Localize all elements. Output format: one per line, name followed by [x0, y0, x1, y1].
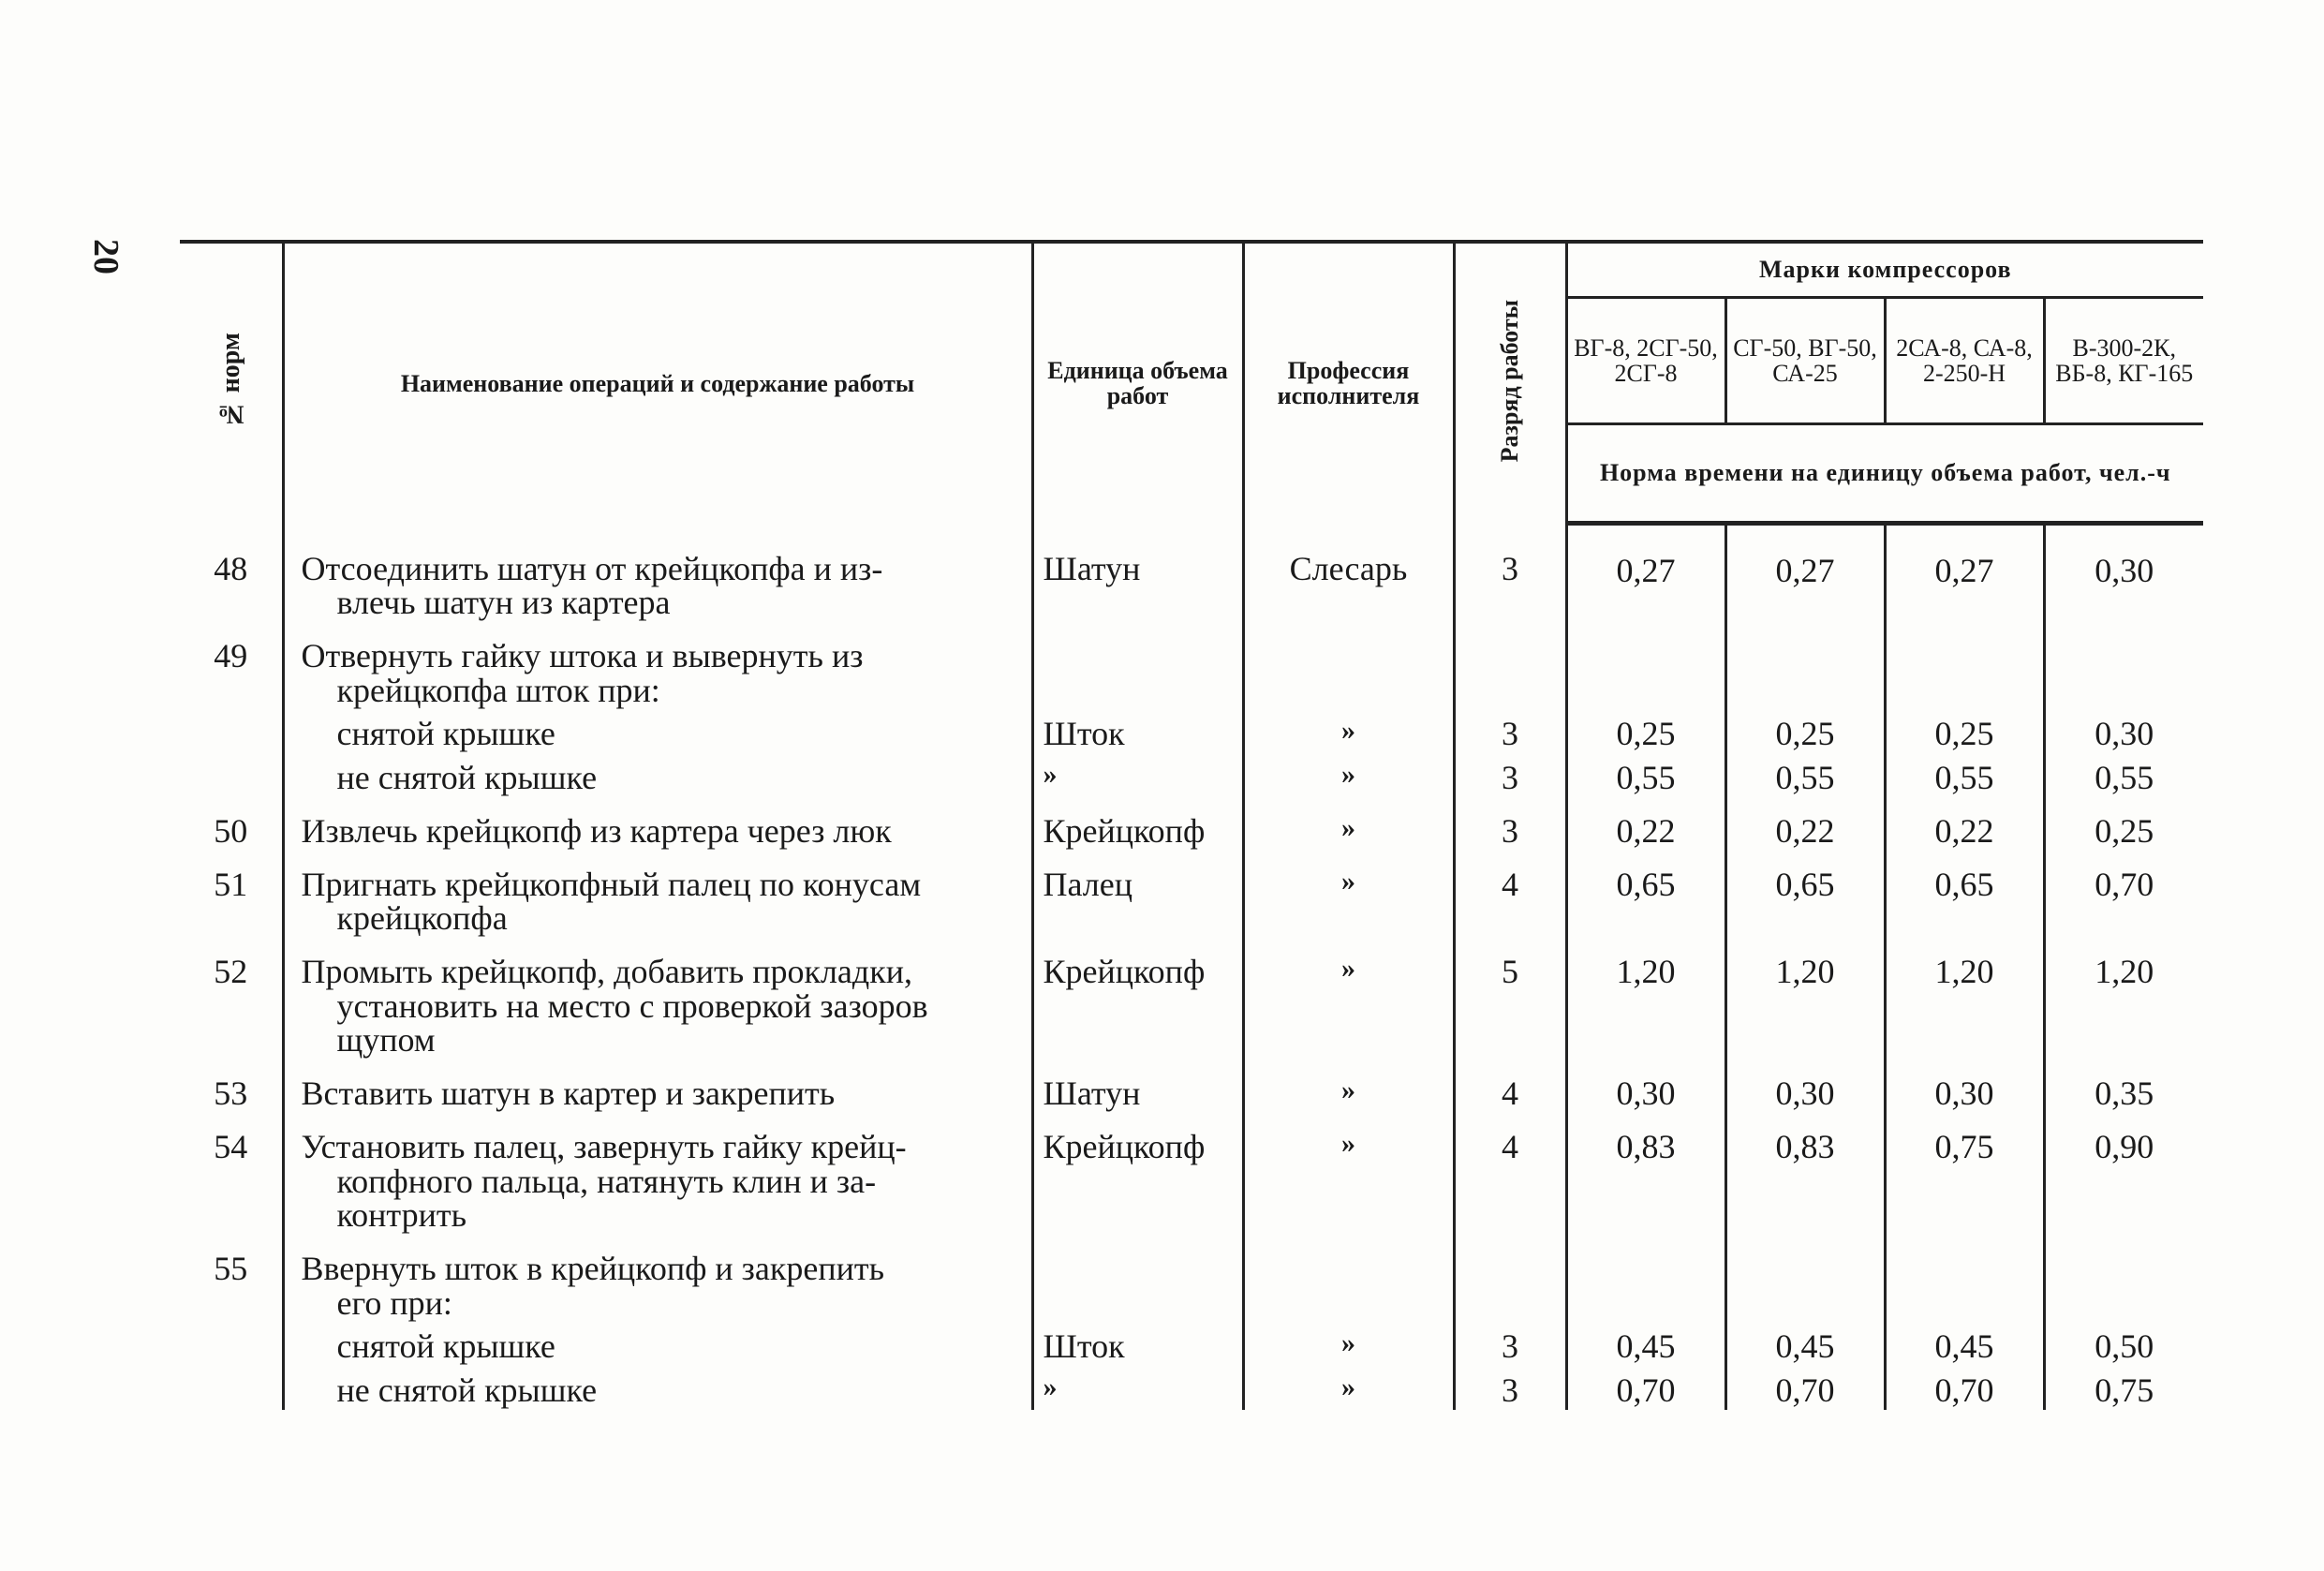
time-norm-value: 0,35 [2044, 1060, 2203, 1113]
row-num: 55 [214, 1250, 248, 1287]
operation-name [283, 1060, 1032, 1113]
profession: » [1243, 1366, 1454, 1410]
work-unit: » [1032, 1366, 1243, 1410]
time-norm-value: 0,45 [1885, 1322, 2044, 1366]
time-norm-value: 0,22 [1885, 797, 2044, 851]
table-row [180, 753, 2203, 797]
time-norm-value: 1,20 [1725, 938, 1885, 1060]
header-brand-4: В-300-2К, ВБ-8, КГ-165 [2044, 298, 2203, 424]
operation-name [283, 797, 1032, 851]
time-norm-value [1566, 622, 1725, 709]
operation-name [283, 1366, 1032, 1410]
operation-line: снятой крышке [336, 715, 555, 753]
profession [1243, 622, 1454, 709]
time-norm-value: 0,30 [2044, 524, 2203, 622]
time-norm-value [1566, 1235, 1725, 1322]
header-unit: Единица объема работ [1032, 242, 1243, 524]
header-brand-2: СГ-50, ВГ-50, СА-25 [1725, 298, 1885, 424]
operation-line: Промыть крейцкопф, добавить прокладки, [301, 952, 912, 990]
time-norm-value: 1,20 [2044, 938, 2203, 1060]
time-norm-value: 0,27 [1885, 524, 2044, 622]
table-row [180, 1113, 2203, 1235]
work-rank: 4 [1454, 1113, 1566, 1235]
work-rank: 4 [1454, 1060, 1566, 1113]
table-body [180, 524, 2203, 1410]
work-rank [1454, 1235, 1566, 1322]
operation-name [283, 524, 1032, 622]
time-norm-value: 0,65 [1566, 851, 1725, 938]
work-rank: 3 [1454, 797, 1566, 851]
operation-name [283, 1322, 1032, 1366]
work-unit: Шатун [1032, 524, 1243, 622]
row-num [180, 1322, 283, 1366]
row-num: 49 [214, 636, 248, 674]
work-unit: Шатун [1032, 1060, 1243, 1113]
time-norm-value: 0,55 [1566, 753, 1725, 797]
time-norm-value [1885, 622, 2044, 709]
work-unit: Шток [1032, 1322, 1243, 1366]
table-row [180, 851, 2203, 938]
time-norm-value: 0,75 [2044, 1366, 2203, 1410]
operation-line: Вставить шатун в картер и закрепить [301, 1075, 836, 1113]
time-norm-value: 0,70 [1885, 1366, 2044, 1410]
time-norm-value: 0,27 [1566, 524, 1725, 622]
row-num: 52 [214, 952, 248, 990]
time-norm-value: 0,30 [1566, 1060, 1725, 1113]
profession: » [1243, 709, 1454, 753]
time-norm-value: 0,30 [1725, 1060, 1885, 1113]
time-norm-value: 0,55 [2044, 753, 2203, 797]
operation-line: установить на место с проверкой зазоров [336, 986, 928, 1025]
work-rank: 3 [1454, 1322, 1566, 1366]
header-brand-3: 2СА-8, СА-8, 2-250-Н [1885, 298, 2044, 424]
table-row [180, 524, 2203, 622]
work-rank: 3 [1454, 753, 1566, 797]
time-norm-value: 0,70 [1566, 1366, 1725, 1410]
time-norm-value: 0,55 [1725, 753, 1885, 797]
operation-name [283, 709, 1032, 753]
work-rank: 3 [1454, 709, 1566, 753]
operation-line: не снятой крышке [336, 759, 598, 797]
row-num: 53 [214, 1075, 248, 1113]
time-norm-value: 0,45 [1725, 1322, 1885, 1366]
operation-line: Отсоединить шатун от крейцкопфа и из- [301, 549, 883, 587]
profession [1243, 1235, 1454, 1322]
operation-line: Отвернуть гайку штока и вывернуть из [301, 636, 864, 674]
work-unit: Шток [1032, 709, 1243, 753]
operation-line: копфного пальца, натянуть клин и за- [336, 1162, 877, 1200]
row-num: 54 [214, 1127, 248, 1165]
work-unit [1032, 1235, 1243, 1322]
operation-name [283, 753, 1032, 797]
time-norm-value: 0,22 [1725, 797, 1885, 851]
time-norm-value [2044, 622, 2203, 709]
operation-line: влечь шатун из картера [336, 584, 671, 622]
operation-line: снятой крышке [336, 1327, 555, 1366]
row-num: 50 [214, 811, 248, 850]
table-header [180, 242, 2203, 524]
operation-name [283, 938, 1032, 1060]
table-row [180, 1060, 2203, 1113]
table-row [180, 1366, 2203, 1410]
time-norm-value: 0,70 [1725, 1366, 1885, 1410]
time-norm-value: 0,83 [1725, 1113, 1885, 1235]
time-norm-value: 0,45 [1566, 1322, 1725, 1366]
row-num [180, 753, 283, 797]
page-number: 20 [86, 239, 126, 274]
time-norm-value: 0,30 [2044, 709, 2203, 753]
operation-line: крейцкопфа шток при: [336, 671, 660, 709]
row-num: 51 [214, 865, 248, 903]
row-num [180, 1366, 283, 1410]
operation-line: Установить палец, завернуть гайку крейц- [301, 1127, 907, 1165]
header-name: Наименование операций и содержание работы [283, 242, 1032, 524]
header-num: № норм [180, 242, 283, 524]
row-num [180, 709, 283, 753]
header-rank: Разряд работы [1454, 242, 1566, 524]
work-unit [1032, 622, 1243, 709]
time-norm-value: 1,20 [1885, 938, 2044, 1060]
profession: » [1243, 797, 1454, 851]
table-row [180, 622, 2203, 709]
time-norm-value: 0,50 [2044, 1322, 2203, 1366]
operation-line: крейцкопфа [336, 899, 508, 938]
time-norm-value: 0,75 [1885, 1113, 2044, 1235]
table-row [180, 709, 2203, 753]
header-norm: Норма времени на единицу объема работ, чел.-ч [1566, 424, 2203, 524]
table-row [180, 1235, 2203, 1322]
operation-line: не снятой крышке [336, 1371, 598, 1410]
table-row [180, 938, 2203, 1060]
time-norm-value: 1,20 [1566, 938, 1725, 1060]
profession: » [1243, 851, 1454, 938]
time-norm-value: 0,65 [1725, 851, 1885, 938]
time-norm-value [2044, 1235, 2203, 1322]
profession: » [1243, 1113, 1454, 1235]
operation-line: его при: [336, 1283, 452, 1322]
header-brands: Марки компрессоров [1566, 242, 2203, 298]
work-rank: 3 [1454, 1366, 1566, 1410]
operation-name [283, 1235, 1032, 1322]
work-rank [1454, 622, 1566, 709]
time-norm-value: 0,25 [1566, 709, 1725, 753]
operation-line: щупом [336, 1021, 436, 1060]
table-row [180, 1322, 2203, 1366]
operation-name [283, 1113, 1032, 1235]
time-norm-value: 0,65 [1885, 851, 2044, 938]
time-norm-value [1725, 1235, 1885, 1322]
work-unit: Крейцкопф [1032, 1113, 1243, 1235]
profession: » [1243, 938, 1454, 1060]
header-brand-1: ВГ-8, 2СГ-50, 2СГ-8 [1566, 298, 1725, 424]
header-profession: Профессия исполнителя [1243, 242, 1454, 524]
time-norm-value: 0,25 [1725, 709, 1885, 753]
time-norm-value [1885, 1235, 2044, 1322]
work-rank: 4 [1454, 851, 1566, 938]
operation-name [283, 622, 1032, 709]
time-norm-value: 0,22 [1566, 797, 1725, 851]
time-norm-value: 0,90 [2044, 1113, 2203, 1235]
time-norm-value: 0,70 [2044, 851, 2203, 938]
work-rank: 3 [1454, 524, 1566, 622]
operation-line: контрить [336, 1196, 467, 1235]
profession: Слесарь [1243, 524, 1454, 622]
time-norm-value: 0,25 [2044, 797, 2203, 851]
profession: » [1243, 1060, 1454, 1113]
work-rank: 5 [1454, 938, 1566, 1060]
operation-line: Ввернуть шток в крейцкопф и закрепить [301, 1250, 885, 1287]
norms-table [180, 240, 2203, 1410]
work-unit: » [1032, 753, 1243, 797]
time-norm-value: 0,25 [1885, 709, 2044, 753]
operation-line: Извлечь крейцкопф из картера через люк [301, 811, 892, 850]
table-row [180, 797, 2203, 851]
time-norm-value [1725, 622, 1885, 709]
time-norm-value: 0,27 [1725, 524, 1885, 622]
operation-line: Пригнать крейцкопфный палец по конусам [301, 865, 922, 903]
work-unit: Палец [1032, 851, 1243, 938]
operation-name [283, 851, 1032, 938]
time-norm-value: 0,30 [1885, 1060, 2044, 1113]
time-norm-value: 0,83 [1566, 1113, 1725, 1235]
profession: » [1243, 1322, 1454, 1366]
work-unit: Крейцкопф [1032, 938, 1243, 1060]
profession: » [1243, 753, 1454, 797]
row-num: 48 [214, 549, 248, 587]
work-unit: Крейцкопф [1032, 797, 1243, 851]
time-norm-value: 0,55 [1885, 753, 2044, 797]
